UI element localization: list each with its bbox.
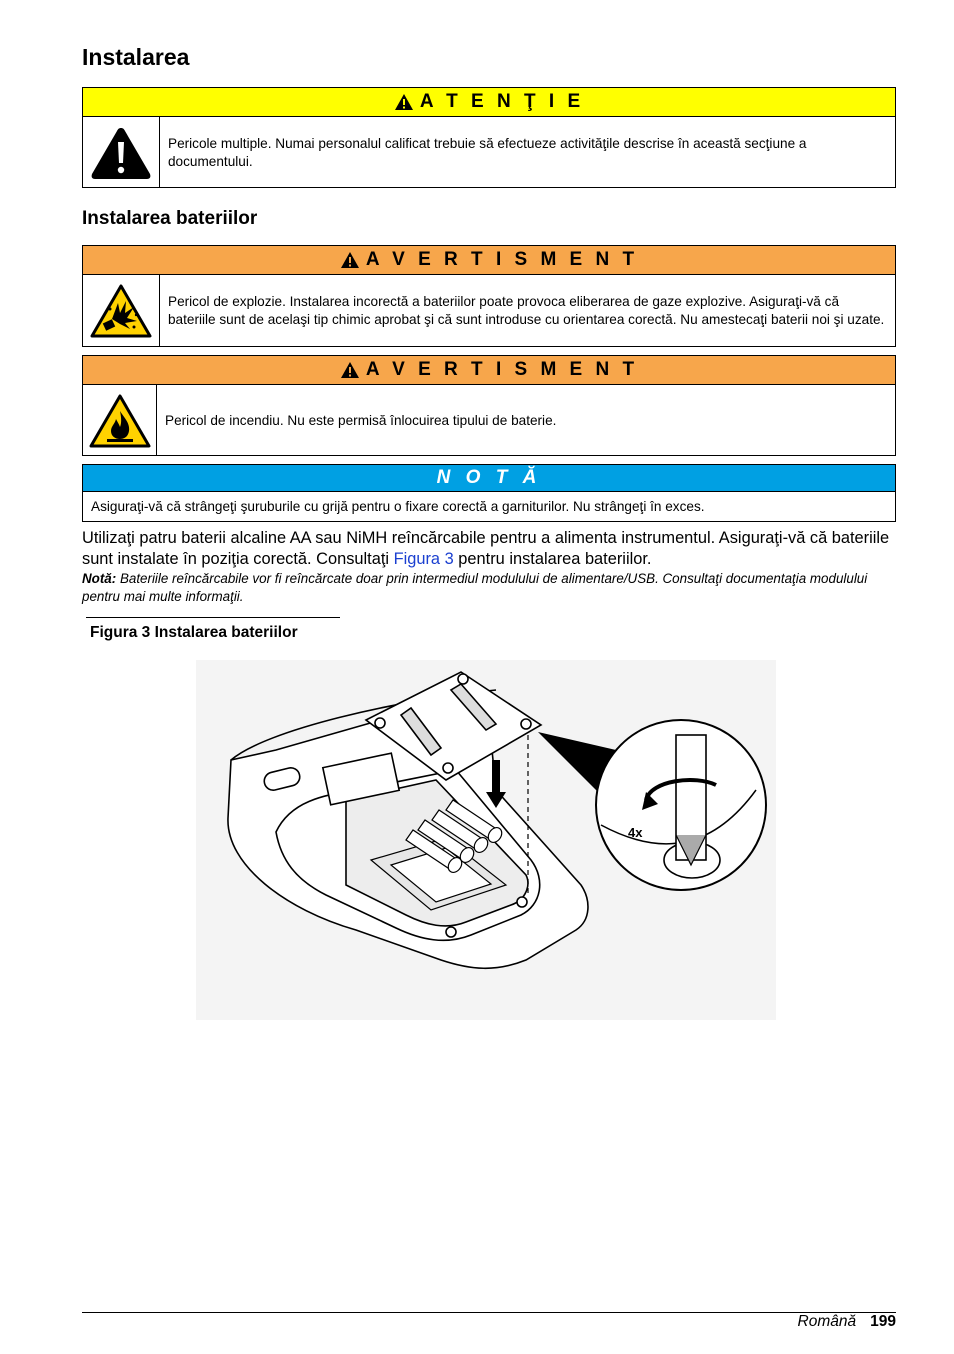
page-heading: Instalarea [82,44,190,70]
warning-triangle-icon [394,93,414,111]
general-warning-icon [83,117,160,188]
warning1-text: Pericol de explozie. Instalarea incorectă a bateriilor poate provoca eliberarea de gaze explozive. Asiguraţi-vă că bateriile sunt de acelaşi tip chimic aprobat şi că sunt introduse cu orientarea corectă. Nu amestecaţi baterii noi şi uzate. [168,294,885,327]
note-paragraph [82,570,872,606]
battery-installation-figure [196,660,776,1020]
section-heading: Instalarea bateriilor [82,208,258,229]
body-text: Utilizaţi patru baterii alcaline AA sau NiMH reîncărcabile pentru a alimenta instrumentul. Asiguraţi-vă că bateriile sunt instalate în poziţia corectă. Consultaţi [82,529,890,568]
fire-hazard-icon [83,385,157,456]
figure-caption-rule [86,617,340,618]
notice-box [82,464,896,522]
notice-label: N O T Ă [436,467,542,488]
figure-caption: Figura 3 Instalarea bateriilor [90,624,298,641]
note-text: Bateriile reîncărcabile vor fi reîncărcate doar prin intermediul modulului de alimentare/USB. Consultaţi documentaţia modulului pentru mai multe informaţii. [82,571,868,604]
body-text-end: pentru instalarea bateriilor. [453,550,652,568]
warning2-header [83,356,895,385]
caution-box [82,87,896,188]
warning2-label: A V E R T I S M E N T [365,359,639,380]
warning1-label: A V E R T I S M E N T [365,249,639,270]
callout-count: 4x [628,825,643,840]
screw-detail-callout [596,720,766,890]
warning-triangle-icon [340,251,360,269]
caution-header [83,88,895,117]
page-footer [798,1313,896,1331]
warning-fire-box [82,355,896,456]
caution-text: Pericole multiple. Numai personalul calificat trebuie să efectueze activităţile descrise în această secţiune a documentului. [168,135,807,169]
footer-rule [82,1312,896,1313]
warning-triangle-icon [340,361,360,379]
notice-text: Asiguraţi-vă că strângeţi şuruburile cu grijă pentru o fixare corectă a garniturilor. Nu strângeţi în exces. [91,499,705,514]
body-paragraph [82,528,896,570]
caution-label: A T E N Ţ I E [419,91,585,112]
warning1-header [83,246,895,275]
warning2-text: Pericol de incendiu. Nu este permisă înlocuirea tipului de baterie. [165,412,557,428]
warning-explosion-box [82,245,896,347]
explosion-hazard-icon [83,275,160,347]
page-number: 199 [870,1313,896,1330]
figure-link[interactable]: Figura 3 [393,550,454,568]
footer-language: Română [797,1313,857,1330]
notice-header [83,465,895,492]
note-label: Notă: [82,571,117,586]
